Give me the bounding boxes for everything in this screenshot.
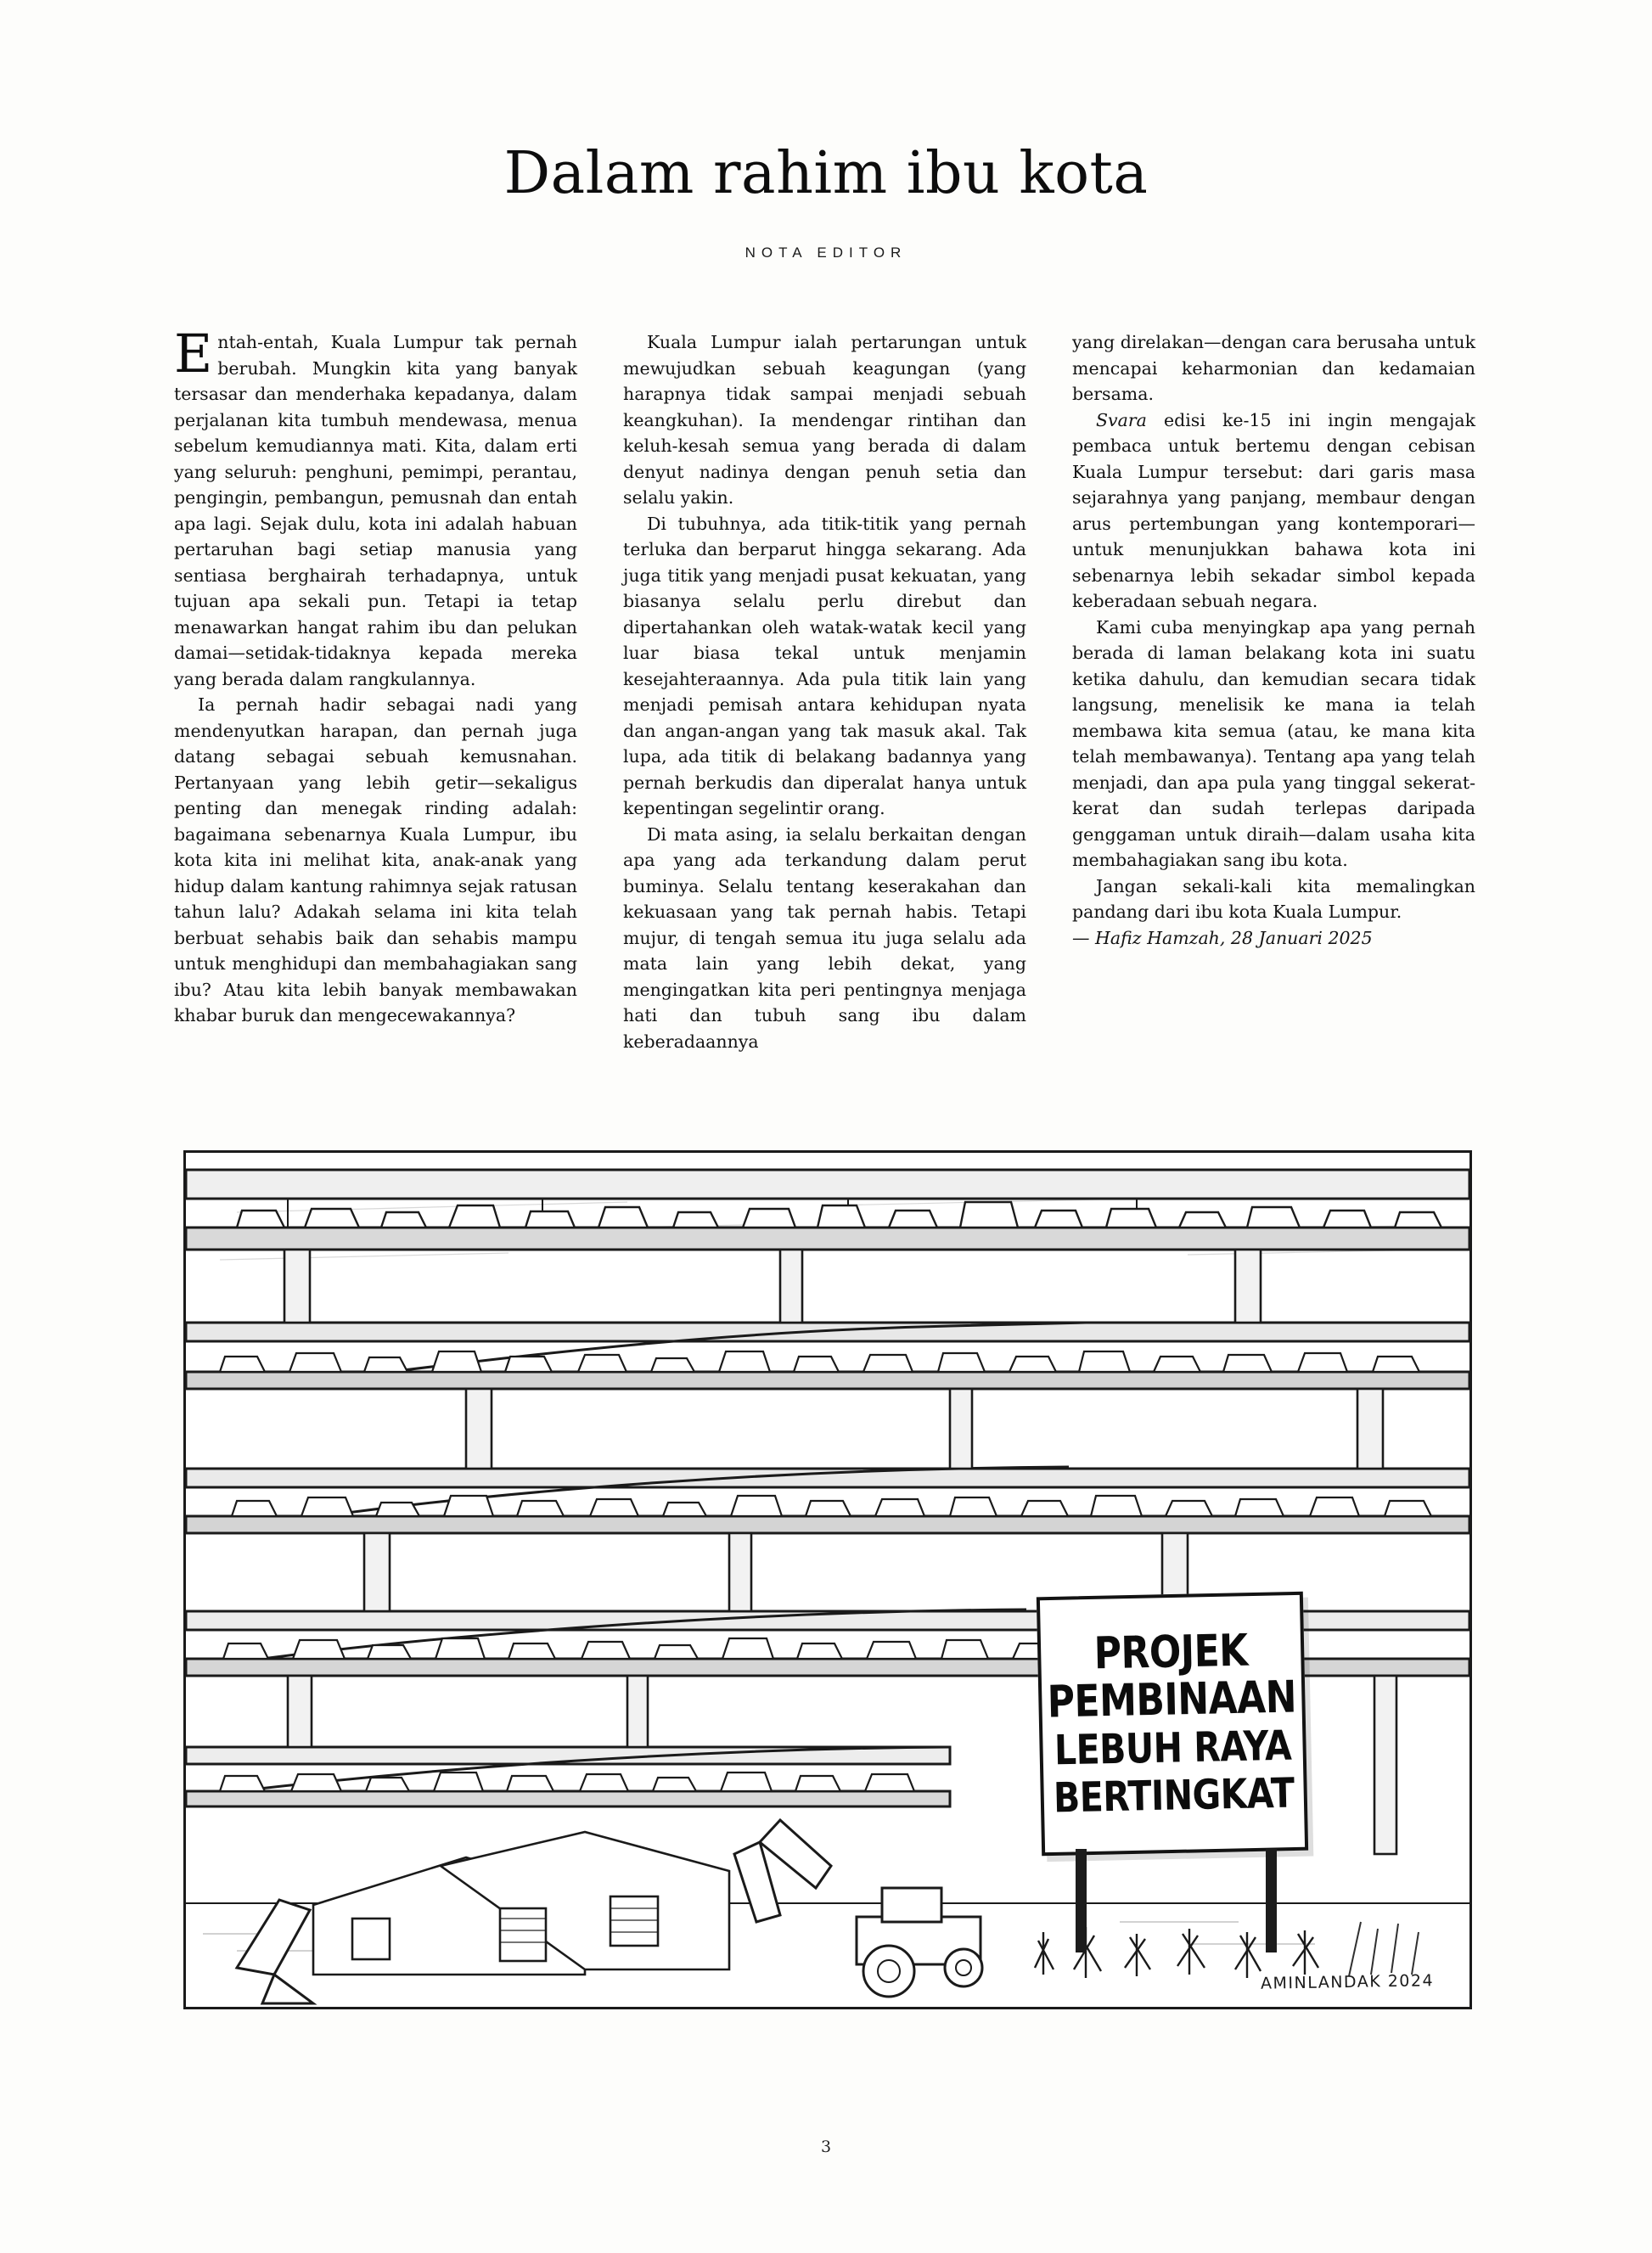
- paragraph-1-2: Ia pernah hadir sebagai nadi yang mendenyutkan harapan, dan pernah juga datang sebagai sebuah kemusnahan. Pertanyaan yang lebih getir—sekaligus penting dan menegak rinding adalah: bagaimana sebenarnya Kuala Lumpur, ibu kota kita ini melihat kita, anak-anak yang hidup dalam kantung rahimnya sejak ratusan tahun lalu? Adakah selama ini kita telah berbuat sehabis baik dan sehabis mampu untuk menghidupi dan membahagiakan sang ibu? Atau kita lebih banyak membawakan khabar buruk dan mengecewakannya?: [174, 694, 577, 1025]
- drop-cap: E: [174, 323, 213, 385]
- column-1: [174, 323, 577, 1054]
- column-3: [1072, 329, 1475, 1054]
- illustration-drawing: [186, 1153, 1469, 2007]
- signboard-post-left: [1076, 1849, 1087, 1952]
- illustration: [183, 1150, 1472, 2009]
- paragraph-2-2: Di tubuhnya, ada titik-titik yang pernah terluka dan berparut hingga sekarang. Ada juga titik yang menjadi pusat kekuatan, yang biasanya selalu perlu direbut dan dipertahankan oleh watak-watak kecil yang luar biasa tekal untuk menjamin kesejahteraannya. Ada pula titik lain yang menjadi pemisah antara kehidupan nyata dan angan-angan yang tak masuk akal. Tak lupa, ada titik di belakang badannya yang pernah berkudis dan diperalat hanya untuk kepentingan segelintir orang.: [623, 513, 1026, 818]
- article-body: [174, 323, 1481, 1054]
- page-title: Dalam rahim ibu kota: [503, 140, 1149, 207]
- signboard-line-2: PEMBINAAN: [1047, 1671, 1297, 1728]
- page-number: 3: [820, 2138, 832, 2156]
- paragraph-3-2: [1072, 407, 1475, 615]
- paragraph-1-1-text: ntah-entah, Kuala Lumpur tak pernah berubah. Mungkin kita yang banyak tersasar dan menderhaka kepadanya, dalam perjalanan kita tumbuh mendewasa, menua sebelum kemudiannya mati. Kita, dalam erti yang seluruh: penghuni, pemimpi, perantau, pengingin, pembangun, pemusnah dan entah apa lagi. Sejak dulu, kota ini adalah habuan pertaruhan bagi setiap manusia yang sentiasa berghairah terhadapnya, untuk tujuan apa sekali pun. Tetapi ia tetap menawarkan hangat rahim ibu dan pelukan damai—setidak-tidaknya kepada mereka yang berada dalam rangkulannya.: [174, 332, 577, 689]
- paragraph-3-4: Jangan sekali-kali kita memalingkan pandang dari ibu kota Kuala Lumpur.: [1072, 875, 1475, 922]
- column-2: [623, 329, 1026, 1054]
- paragraph-3-1: yang direlakan—dengan cara berusaha untuk mencapai keharmonian dan kedamaian bersama.: [1072, 332, 1475, 404]
- signboard-line-3: LEBUH RAYA: [1054, 1721, 1292, 1774]
- paragraph-2-3: Di mata asing, ia selalu berkaitan dengan apa yang ada terkandung dalam perut buminya. Selalu tentang keserakahan dan kekuasaan yang tak pernah habis. Tetapi mujur, di tengah semua itu juga selalu ada mata lain yang lebih dekat, yang mengingatkan kita peri pentingnya menjaga hati dan tubuh sang ibu dalam keberadaannya: [623, 823, 1026, 1052]
- paragraph-3-2-text: edisi ke-15 ini ingin mengajak pembaca untuk bertemu dengan cebisan Kuala Lumpur tersebut: dari garis masa sejarahnya yang panjang, membaur dengan arus pertembungan yang kontemporari—untuk menunjukkan bahawa kota ini sebenarnya lebih sekadar simbol kepada keberadaan sebuah negara.: [1072, 409, 1475, 611]
- publication-name: Svara: [1096, 409, 1147, 430]
- section-kicker: NOTA EDITOR: [745, 244, 907, 261]
- artist-signature: AMINLANDAK 2024: [1260, 1971, 1435, 1993]
- paragraph-1-1: [174, 323, 577, 692]
- signboard: [1037, 1592, 1308, 1857]
- editor-signature: — Hafiz Hamzah, 28 Januari 2025: [1072, 927, 1373, 948]
- signboard-line-1: PROJEK: [1093, 1624, 1249, 1679]
- paragraph-3-3: Kami cuba menyingkap apa yang pernah berada di laman belakang kota ini suatu ketika dahulu, dan kemudian secara tidak langsung, menelisik ke mana ia telah membawa kita semua (atau, ke mana kita telah membawanya). Tentang apa yang telah menjadi, dan apa pula yang tinggal sekerat-kerat dan sudah terlepas daripada genggaman untuk diraih—dalam usaha kita membahagiakan sang ibu kota.: [1072, 616, 1475, 870]
- signboard-post-right: [1266, 1849, 1277, 1952]
- signboard-line-4: BERTINGKAT: [1053, 1768, 1295, 1822]
- paragraph-2-1: Kuala Lumpur ialah pertarungan untuk mewujudkan sebuah keagungan (yang harapnya tidak sampai menjadi sebuah keangkuhan). Ia mendengar rintihan dan keluh-kesah semua yang berada di dalam denyut nadinya dengan penuh setia dan selalu yakin.: [623, 332, 1026, 508]
